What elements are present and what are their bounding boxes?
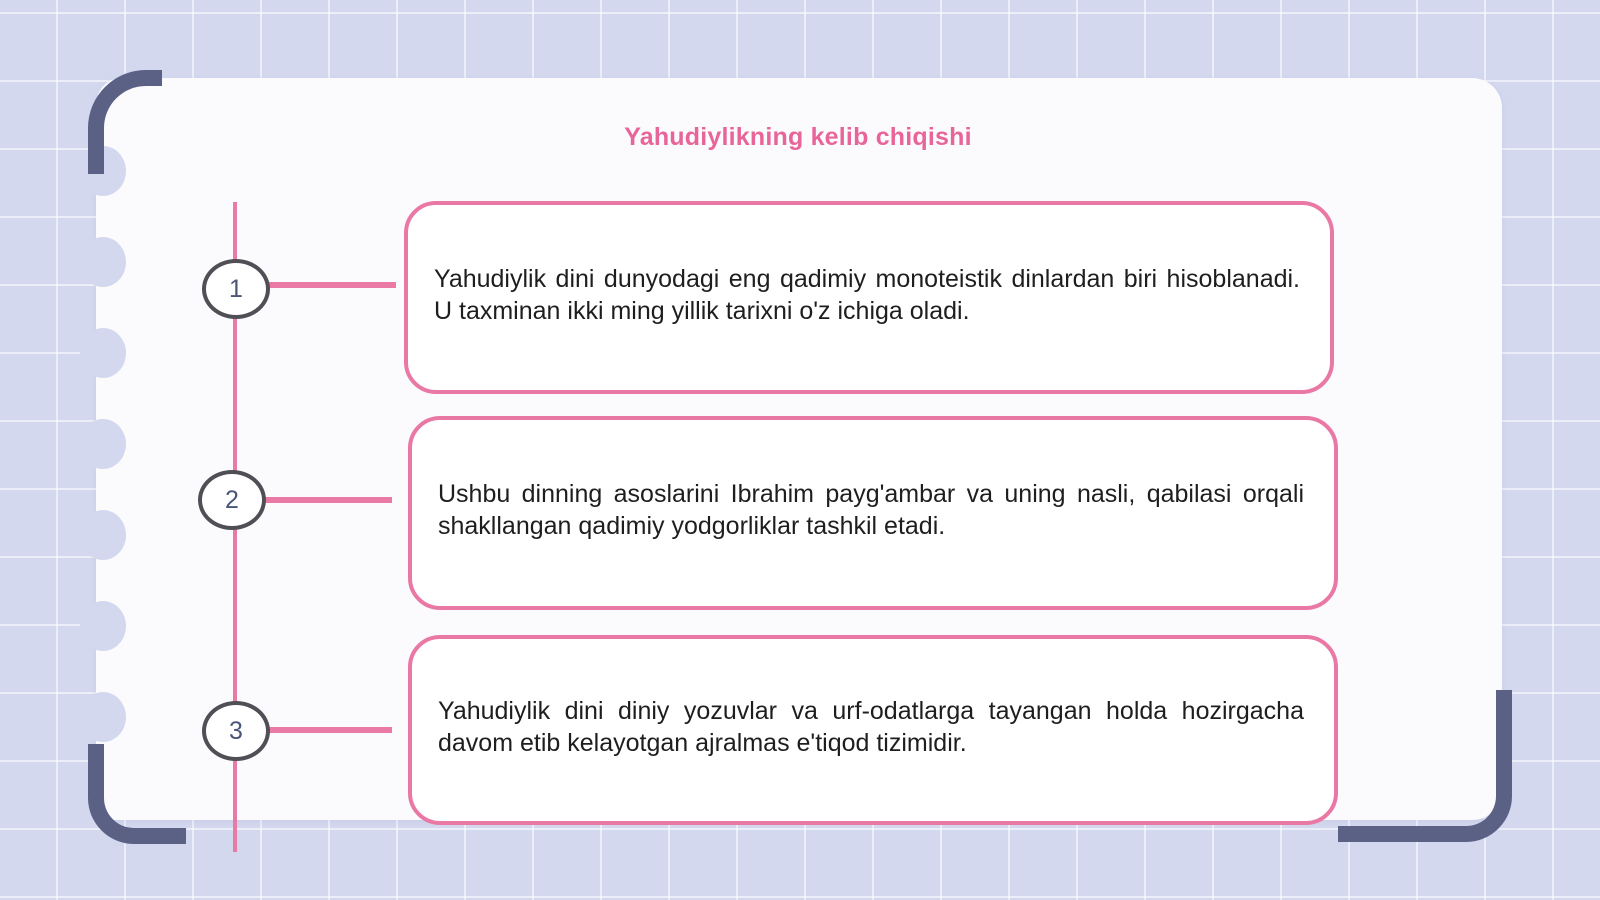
timeline-connector: [268, 282, 396, 288]
paper-scallop: [80, 328, 126, 378]
timeline-card: [408, 416, 1338, 610]
step-number: 1: [229, 274, 243, 303]
timeline-connector: [268, 727, 392, 733]
paper-scallop: [80, 692, 126, 742]
step-number-circle: [202, 701, 270, 761]
paper-scallop: [80, 601, 126, 651]
card-text: Ushbu dinning asoslarini Ibrahim payg'ambar va uning nasli, qabilasi orqali shakllangan qadimiy yodgorliklar tashkil etadi.: [438, 480, 1304, 540]
step-number-circle: [198, 470, 266, 530]
paper-scallop: [80, 237, 126, 287]
card-text: Yahudiylik dini diniy yozuvlar va urf-odatlarga tayangan holda hozirgacha davom etib kelayotgan ajralmas e'tiqod tizimidir.: [438, 697, 1304, 757]
timeline-connector: [264, 497, 392, 503]
paper-scallop: [80, 510, 126, 560]
slide-title: [0, 123, 1600, 152]
step-number: 3: [229, 716, 243, 745]
step-number: 2: [225, 485, 239, 514]
slide-title-text: Yahudiylikning kelib chiqishi: [624, 123, 972, 151]
corner-bracket-top-left: [88, 70, 162, 174]
timeline-card: [404, 201, 1334, 394]
corner-bracket-bottom-right: [1338, 690, 1512, 842]
timeline-card: [408, 635, 1338, 825]
card-text: Yahudiylik dini dunyodagi eng qadimiy monoteistik dinlardan biri hisoblanadi. U taxminan ikki ming yillik tarixni o'z ichiga oladi.: [434, 264, 1300, 325]
step-number-circle: [202, 259, 270, 319]
corner-bracket-bottom-left: [88, 744, 186, 844]
paper-scallop: [80, 419, 126, 469]
